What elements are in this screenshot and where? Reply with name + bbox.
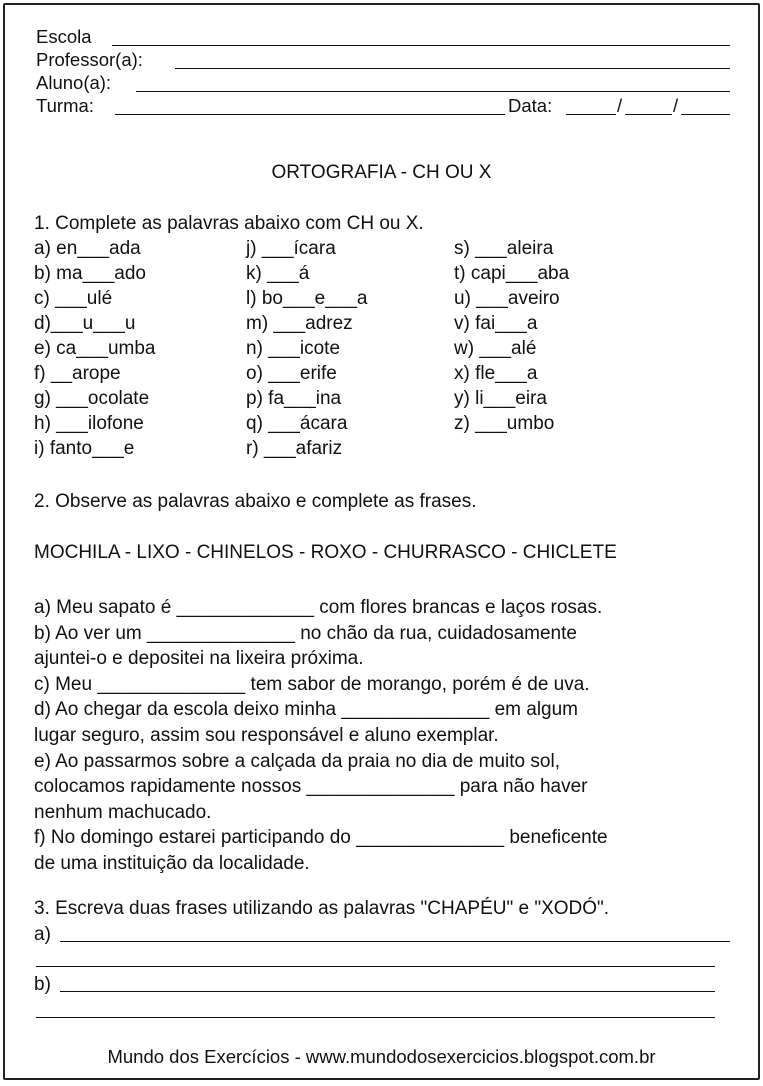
answer-a-line-2: [36, 966, 715, 967]
student-label: Aluno(a):: [36, 72, 112, 93]
word-item: n) ___icote: [246, 338, 341, 359]
word-item: s) ___aleira: [454, 238, 554, 259]
sentence-line: de uma instituição da localidade.: [34, 852, 310, 874]
teacher-line: [175, 68, 730, 69]
sentence-line: c) Meu ______________ tem sabor de morango, porém é de uva.: [34, 673, 590, 695]
worksheet-page: [3, 3, 760, 1080]
word-item: r) ___afariz: [246, 438, 343, 459]
class-label: Turma:: [36, 95, 94, 116]
date-month-line: [625, 114, 672, 115]
word-item: q) ___ácara: [246, 413, 348, 434]
answer-a-label: a): [34, 924, 51, 945]
word-item: z) ___umbo: [454, 413, 555, 434]
sentence-line: ajuntei-o e depositei na lixeira próxima.: [34, 648, 364, 670]
word-item: f) __arope: [34, 363, 121, 384]
sentence-line: a) Meu sapato é _____________ com flores brancas e laços rosas.: [34, 597, 603, 618]
word-bank: MOCHILA - LIXO - CHINELOS - ROXO - CHURRASCO - CHICLETE: [34, 542, 617, 563]
date-day-line: [566, 114, 616, 115]
sentence-line: b) Ao ver um ______________ no chão da rua, cuidadosamente: [34, 622, 577, 644]
date-separator: /: [673, 95, 679, 116]
sentence-line: e) Ao passarmos sobre a calçada da praia no dia de muito sol,: [34, 750, 560, 772]
word-item: y) li___eira: [454, 388, 547, 409]
word-item: a) en___ada: [34, 238, 141, 259]
answer-b-label: b): [34, 974, 51, 995]
date-label: Data:: [508, 95, 553, 116]
sentence-line: nenhum machucado.: [34, 801, 212, 823]
word-item: c) ___ulé: [34, 288, 113, 309]
date-separator: /: [617, 95, 623, 116]
exercise2-sentences: [34, 595, 734, 877]
word-item: k) ___á: [246, 263, 310, 284]
footer-credit: Mundo dos Exercícios - www.mundodosexercicios.blogspot.com.br: [107, 1046, 656, 1067]
sentence-line: d) Ao chegar da escola deixo minha ______________ em algum: [34, 699, 578, 721]
word-item: u) ___aveiro: [454, 288, 560, 309]
word-item: i) fanto___e: [34, 438, 135, 459]
sentence-line: colocamos rapidamente nossos ______________ para não haver: [34, 776, 588, 798]
exercise2-instruction: 2. Observe as palavras abaixo e complete as frases.: [34, 491, 477, 512]
answer-b-line-1: [60, 991, 715, 992]
word-item: w) ___alé: [454, 338, 537, 359]
word-item: g) ___ocolate: [34, 388, 150, 409]
word-item: m) ___adrez: [246, 313, 353, 334]
class-line: [115, 114, 505, 115]
sentence-line: f) No domingo estarei participando do ______________ beneficente: [34, 827, 608, 849]
school-label: Escola: [36, 26, 92, 47]
word-item: v) fai___a: [454, 313, 538, 334]
exercise1-instruction: 1. Complete as palavras abaixo com CH ou X.: [34, 213, 424, 234]
answer-a-line-1: [60, 941, 730, 942]
exercise3-instruction: 3. Escreva duas frases utilizando as palavras "CHAPÉU" e "XODÓ".: [34, 898, 610, 919]
word-item: o) ___erife: [246, 363, 337, 384]
date-year-line: [681, 114, 730, 115]
sentence-line: lugar seguro, assim sou responsável e aluno exemplar.: [34, 724, 499, 746]
page-title: ORTOGRAFIA - CH OU X: [271, 162, 492, 183]
exercise1-grid: [34, 236, 634, 466]
student-line: [136, 91, 730, 92]
word-item: x) fle___a: [454, 363, 538, 384]
word-item: d)___u___u: [34, 313, 136, 334]
word-item: t) capi___aba: [454, 263, 570, 284]
word-item: j) ___ícara: [246, 238, 336, 259]
word-item: p) fa___ina: [246, 388, 342, 409]
word-item: l) bo___e___a: [246, 288, 368, 309]
teacher-label: Professor(a):: [36, 49, 143, 70]
answer-b-line-2: [36, 1017, 715, 1018]
word-item: b) ma___ado: [34, 263, 146, 284]
school-line: [112, 45, 730, 46]
word-item: h) ___ilofone: [34, 413, 144, 434]
word-item: e) ca___umba: [34, 338, 156, 359]
